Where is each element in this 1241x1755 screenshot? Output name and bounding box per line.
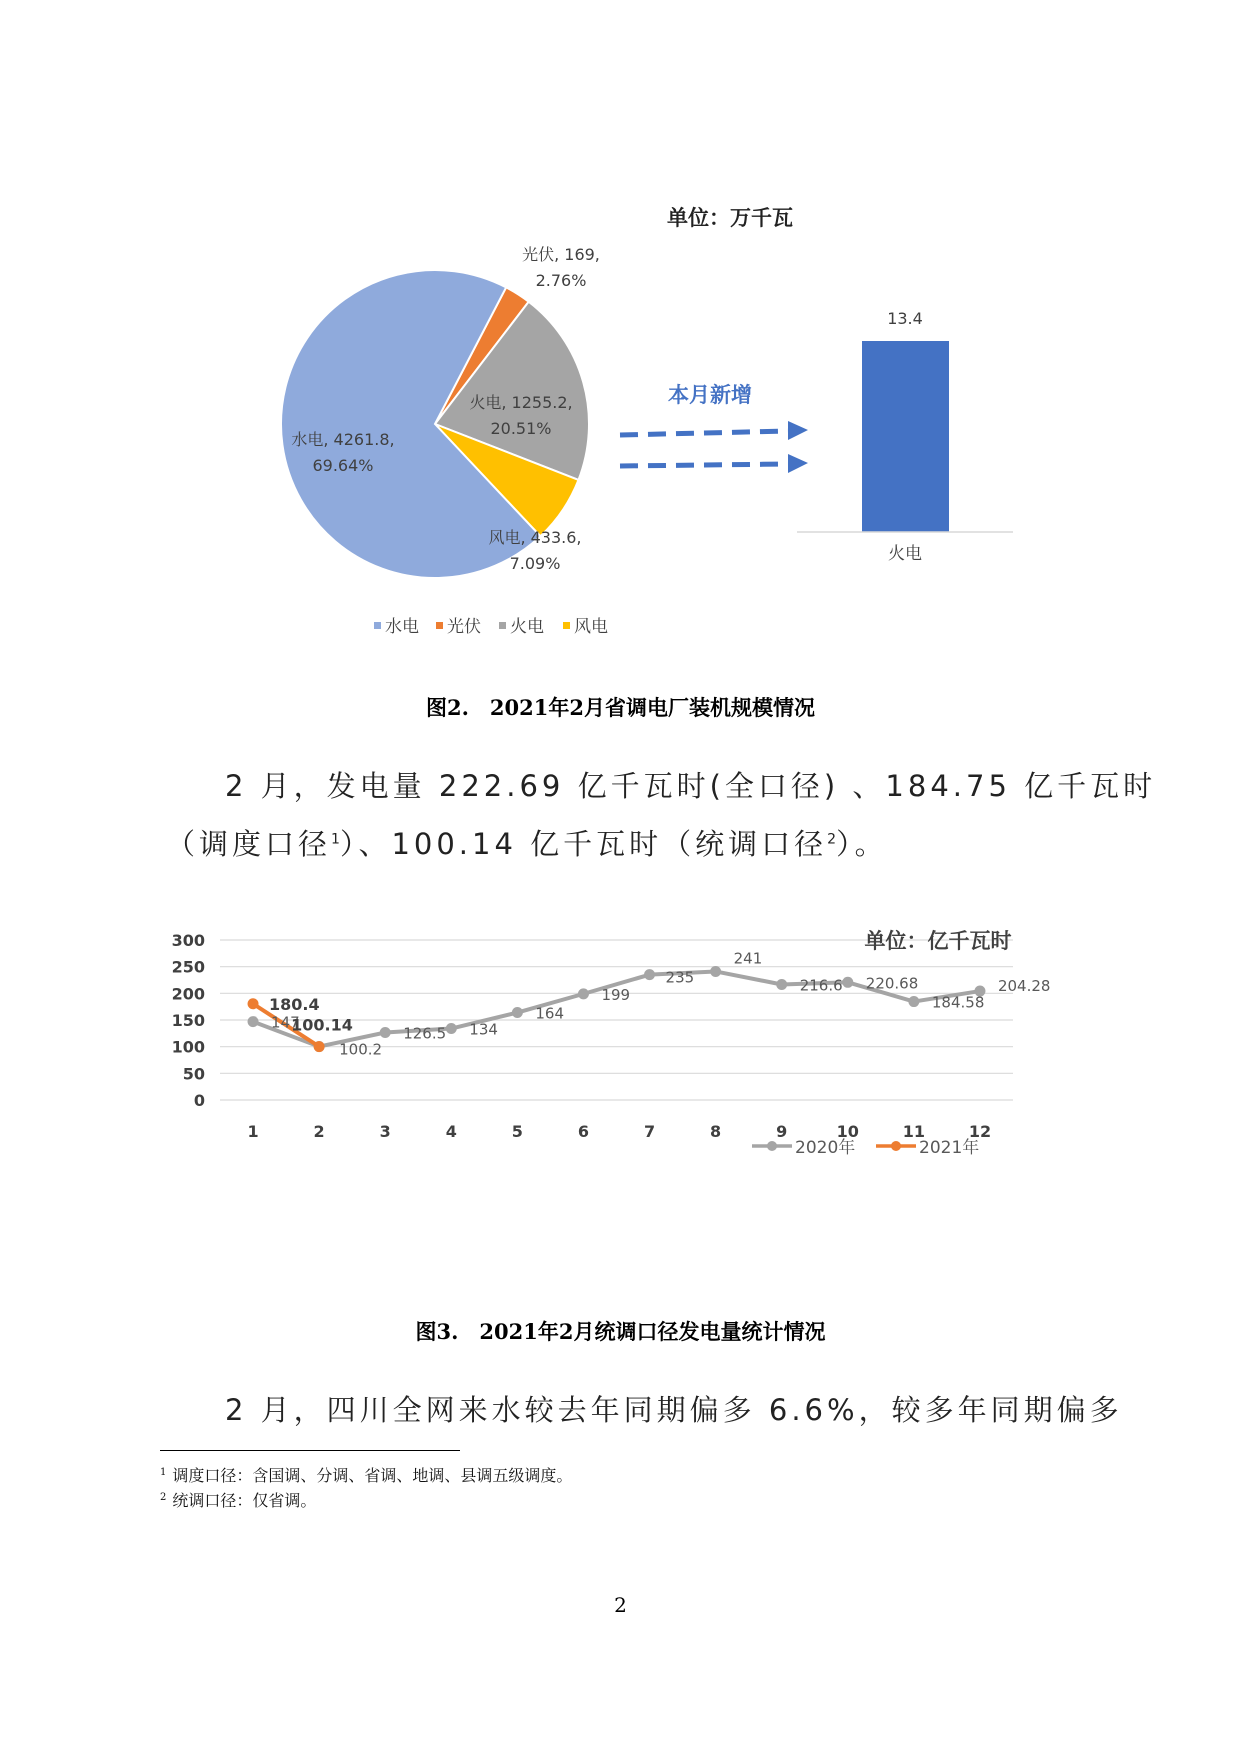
legend-wind: 风电 bbox=[574, 617, 608, 637]
data-point bbox=[578, 988, 589, 999]
paragraph-inflow: 2 月，四川全网来水较去年同期偏多 6.6%，较多年同期偏多 bbox=[225, 1393, 1123, 1427]
footnote-ref-2: 2 bbox=[827, 831, 837, 848]
bar-value-label: 13.4 bbox=[887, 309, 923, 328]
x-tick-label: 7 bbox=[643, 1122, 656, 1141]
x-tick-label: 8 bbox=[710, 1122, 722, 1141]
para-text: ）、100.14 亿千瓦时（统调口径 bbox=[339, 827, 828, 861]
bar-thermal bbox=[862, 341, 949, 532]
data-label: 147 bbox=[271, 1013, 300, 1032]
legend-2020: 2020年 bbox=[795, 1138, 856, 1158]
x-tick-label: 1 bbox=[247, 1122, 259, 1141]
footnote-ref-1: 1 bbox=[331, 831, 340, 848]
data-label: 241 bbox=[733, 949, 763, 968]
y-tick-label: 150 bbox=[171, 1011, 205, 1030]
figure3-caption: 图3. 2021年2月统调口径发电量统计情况 bbox=[415, 1319, 826, 1344]
data-label: 134 bbox=[469, 1020, 498, 1039]
x-tick-label: 2 bbox=[313, 1122, 325, 1141]
pie-label-wind-pct: 7.09% bbox=[509, 554, 561, 573]
footnote-2 bbox=[160, 1488, 316, 1511]
footnote-1 bbox=[160, 1463, 572, 1486]
para-text: （调度口径 bbox=[166, 827, 332, 861]
data-label: 184.58 bbox=[931, 993, 985, 1012]
figure2-unit: 单位：万千瓦 bbox=[667, 206, 793, 230]
data-label: 126.5 bbox=[403, 1024, 447, 1043]
x-tick-label: 9 bbox=[776, 1122, 788, 1141]
data-point bbox=[512, 1007, 523, 1018]
footnote-separator bbox=[160, 1450, 460, 1451]
figure2-chart bbox=[0, 0, 1241, 660]
legend-2021: 2021年 bbox=[919, 1138, 980, 1158]
data-point bbox=[380, 1027, 391, 1038]
x-tick-label: 3 bbox=[379, 1122, 391, 1141]
data-point bbox=[248, 998, 259, 1009]
paragraph-generation-line2 bbox=[166, 822, 1086, 863]
pie-label-hydro-pct: 69.64% bbox=[312, 456, 374, 475]
data-point bbox=[776, 979, 787, 990]
arrow-label: 本月新增 bbox=[668, 383, 752, 407]
data-point bbox=[644, 969, 655, 980]
legend-swatch-solar bbox=[436, 622, 443, 629]
legend-marker-2020 bbox=[767, 1141, 777, 1151]
footnote-number: 1 bbox=[160, 1466, 167, 1478]
y-tick-label: 300 bbox=[171, 931, 205, 950]
x-tick-label: 11 bbox=[902, 1122, 926, 1141]
pie-label-thermal-pct: 20.51% bbox=[490, 419, 552, 438]
figure3-line-chart bbox=[0, 900, 1241, 1280]
y-tick-label: 50 bbox=[182, 1064, 205, 1084]
data-point bbox=[446, 1023, 457, 1034]
pie-label-solar-name: 光伏, 169, bbox=[522, 245, 600, 264]
data-label: 100.14 bbox=[291, 1015, 353, 1035]
legend-swatch-hydro bbox=[374, 622, 381, 629]
y-tick-label: 100 bbox=[171, 1037, 205, 1057]
data-label: 216.6 bbox=[799, 976, 843, 995]
x-tick-label: 4 bbox=[445, 1122, 457, 1141]
page-number: 2 bbox=[614, 1593, 627, 1617]
legend-marker-2021 bbox=[891, 1141, 901, 1151]
data-label: 164 bbox=[535, 1004, 565, 1023]
legend-solar: 光伏 bbox=[447, 617, 481, 637]
data-label: 180.4 bbox=[269, 994, 320, 1014]
arrow-icon bbox=[620, 454, 808, 473]
figure3-unit: 单位：亿千瓦时 bbox=[864, 929, 1012, 953]
figure2-caption: 图2. 2021年2月省调电厂装机规模情况 bbox=[426, 695, 815, 720]
x-tick-label: 6 bbox=[577, 1122, 590, 1141]
legend-thermal: 火电 bbox=[510, 617, 544, 637]
para-text: ）。 bbox=[836, 827, 888, 861]
legend-swatch-wind bbox=[563, 622, 570, 629]
data-label: 100.2 bbox=[339, 1040, 383, 1059]
data-label: 199 bbox=[601, 985, 631, 1004]
legend-swatch-thermal bbox=[499, 622, 506, 629]
data-point bbox=[248, 1016, 259, 1027]
pie-label-thermal-name: 火电, 1255.2, bbox=[469, 393, 573, 412]
pie-label-wind-name: 风电, 433.6, bbox=[488, 528, 582, 547]
y-tick-label: 0 bbox=[193, 1091, 205, 1110]
paragraph-generation: 2 月，发电量 222.69 亿千瓦时(全口径) 、184.75 亿千瓦时 bbox=[225, 769, 1157, 803]
pie-label-hydro-name: 水电, 4261.8, bbox=[291, 430, 395, 449]
x-axis-ticks bbox=[247, 1122, 991, 1141]
legend-hydro: 水电 bbox=[385, 617, 419, 637]
data-label: 220.68 bbox=[865, 974, 919, 993]
data-label: 204.28 bbox=[997, 977, 1051, 996]
x-tick-label: 5 bbox=[511, 1122, 523, 1141]
arrow-icon bbox=[620, 421, 808, 440]
y-tick-label: 250 bbox=[171, 957, 205, 977]
data-point bbox=[908, 996, 919, 1007]
data-label: 235 bbox=[665, 968, 695, 987]
x-tick-label: 12 bbox=[968, 1122, 992, 1141]
data-labels bbox=[269, 949, 1050, 1058]
pie-legend bbox=[374, 617, 608, 637]
y-axis-ticks bbox=[172, 931, 205, 1110]
bar-category-label: 火电 bbox=[888, 544, 922, 564]
x-tick-label: 10 bbox=[836, 1122, 859, 1141]
y-tick-label: 200 bbox=[171, 984, 205, 1004]
data-point bbox=[842, 977, 853, 988]
footnote-text: 调度口径：含国调、分调、省调、地调、县调五级调度。 bbox=[172, 1466, 573, 1485]
footnote-text: 统调口径：仅省调。 bbox=[172, 1491, 317, 1510]
footnote-number: 2 bbox=[160, 1491, 167, 1503]
pie-label-solar-pct: 2.76% bbox=[535, 271, 587, 290]
data-point bbox=[710, 966, 721, 977]
data-point bbox=[314, 1041, 325, 1052]
